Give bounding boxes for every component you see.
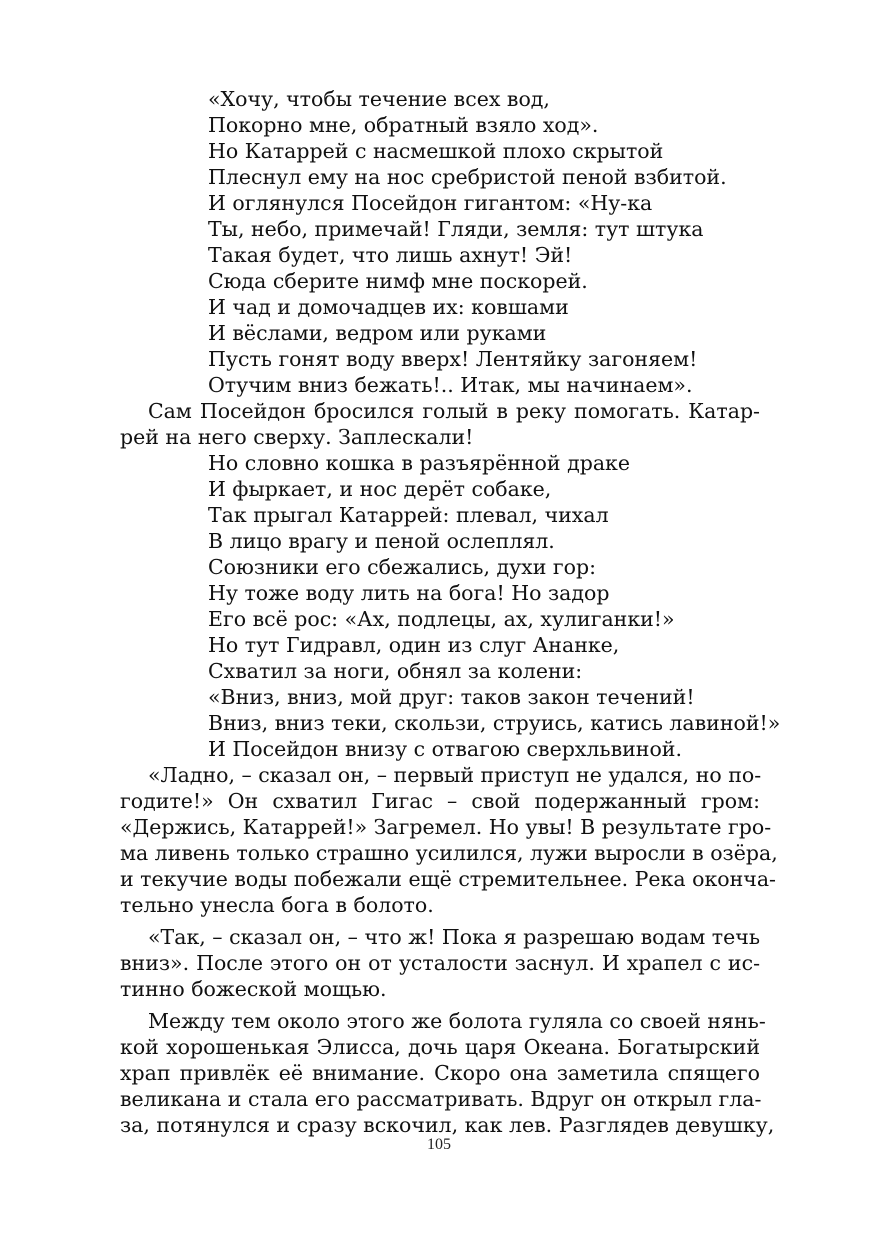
verse-line: И вёслами, ведром или руками bbox=[208, 321, 547, 345]
verse-line: Но Катаррей с насмешкой плохо скрытой bbox=[208, 139, 664, 163]
page-body bbox=[120, 86, 781, 1138]
verse-line: И чад и домочадцев их: ковшами bbox=[208, 295, 569, 319]
prose-line: Между тем около этого же болота гуляла со своей нянь- bbox=[148, 1009, 766, 1033]
verse-line: Но тут Гидравл, один из слуг Ананке, bbox=[208, 633, 620, 657]
prose-line: великана и стала его рассматривать. Вдруг он открыл гла- bbox=[120, 1087, 762, 1111]
prose-line: рей на него сверху. Заплескали! bbox=[120, 425, 474, 449]
verse-line: Его всё рос: «Ах, подлецы, ах, хулиганки!» bbox=[208, 607, 675, 631]
prose-line: кой хорошенькая Элисса, дочь царя Океана. Богатырский bbox=[120, 1035, 760, 1059]
verse-line: Но словно кошка в разъярённой драке bbox=[208, 451, 630, 475]
prose-paragraph-1 bbox=[120, 398, 760, 450]
page-number: 105 bbox=[427, 1136, 451, 1153]
verse-line: Покорно мне, обратный взяло ход». bbox=[208, 113, 599, 137]
verse-line: «Хочу, чтобы течение всех вод, bbox=[208, 87, 550, 111]
verse-line: Союзники его сбежались, духи гор: bbox=[208, 555, 597, 579]
verse-line: Ты, небо, примечай! Гляди, земля: тут штука bbox=[208, 217, 704, 241]
prose-line: и текучие воды побежали ещё стремительнее. Река оконча- bbox=[120, 867, 776, 891]
prose-line: тельно унесла бога в болото. bbox=[120, 893, 434, 917]
prose-line: храп привлёк её внимание. Скоро она заметила спящего bbox=[120, 1061, 760, 1085]
verse-line: Ну тоже воду лить на бога! Но задор bbox=[208, 581, 610, 605]
verse-line: В лицо врагу и пеной ослеплял. bbox=[208, 529, 555, 553]
verse-line: И фыркает, и нос дерёт собаке, bbox=[208, 477, 552, 501]
prose-line: ма ливень только страшно усилился, лужи выросли в озёра, bbox=[120, 841, 778, 865]
verse-line: «Вниз, вниз, мой друг: таков закон течений! bbox=[208, 685, 695, 709]
verse-line: Вниз, вниз теки, скользи, струись, катись лавиной!» bbox=[208, 711, 781, 735]
verse-line: Плеснул ему на нос сребристой пеной взбитой. bbox=[208, 165, 727, 189]
prose-line: «Ладно, – сказал он, – первый приступ не удался, но по- bbox=[148, 763, 762, 787]
prose-paragraph-4 bbox=[120, 1008, 775, 1138]
verse-line: Сюда сберите нимф мне поскорей. bbox=[208, 269, 588, 293]
verse-stanza-2 bbox=[120, 450, 781, 762]
prose-line: годите!» Он схватил Гигас – свой подержанный гром: bbox=[120, 789, 760, 813]
prose-paragraph-2 bbox=[120, 762, 778, 918]
verse-line: Пусть гонят воду вверх! Лентяйку загоняем! bbox=[208, 347, 698, 371]
prose-line: тинно божеской мощью. bbox=[120, 977, 387, 1001]
verse-line: И Посейдон внизу с отвагою сверхльвиной. bbox=[208, 737, 682, 761]
prose-line: Сам Посейдон бросился голый в реку помогать. Катар- bbox=[148, 399, 760, 423]
verse-line: Так прыгал Катаррей: плевал, чихал bbox=[208, 503, 609, 527]
prose-paragraph-3 bbox=[120, 924, 760, 1002]
prose-line: «Так, – сказал он, – что ж! Пока я разрешаю водам течь bbox=[148, 925, 760, 949]
verse-line: Схватил за ноги, обнял за колени: bbox=[208, 659, 583, 683]
verse-line: Отучим вниз бежать!.. Итак, мы начинаем». bbox=[208, 373, 693, 397]
verse-line: И оглянулся Посейдон гигантом: «Ну-ка bbox=[208, 191, 653, 215]
prose-line: «Держись, Катаррей!» Загремел. Но увы! В результате гро- bbox=[120, 815, 772, 839]
verse-line: Такая будет, что лишь ахнут! Эй! bbox=[208, 243, 573, 267]
prose-line: за, потянулся и сразу вскочил, как лев. Разглядев девушку, bbox=[120, 1113, 775, 1137]
verse-stanza-1 bbox=[120, 86, 760, 398]
prose-line: вниз». После этого он от усталости заснул. И храпел с ис- bbox=[120, 951, 760, 975]
